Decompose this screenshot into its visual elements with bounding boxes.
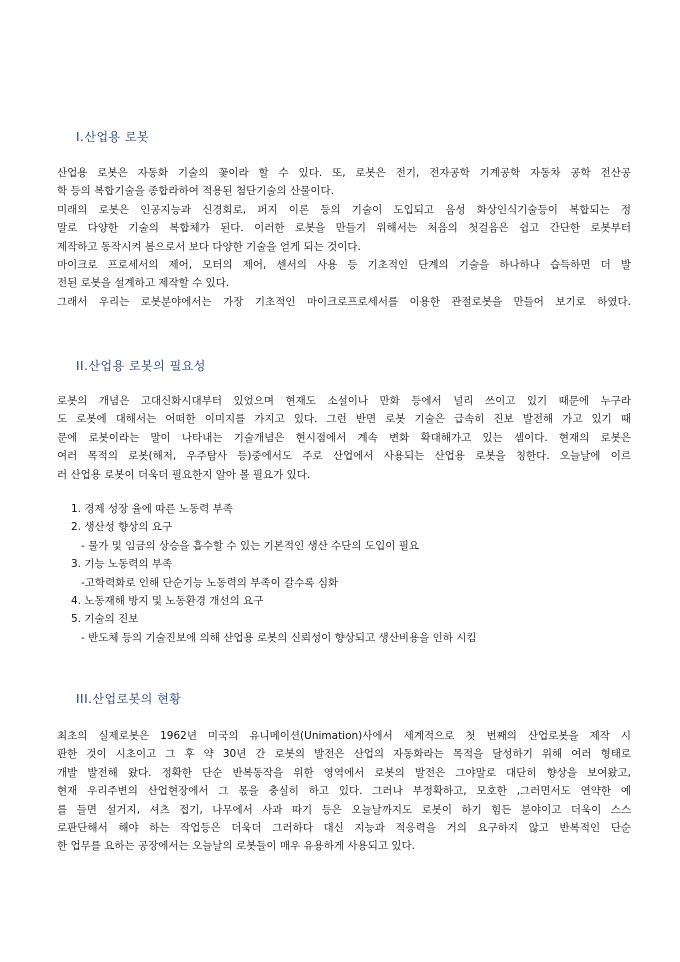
list-item: 2. 생산성 향상의 요구 <box>71 521 173 534</box>
text-line: 최초의 실제로봇은 1962년 미국의 유니메이션(Unimation)사에서 세계적으로 첫 번째의 산업로봇을 제작 시 <box>57 730 631 742</box>
list-subitem: - 반도체 등의 기술진보에 의해 산업용 로봇의 신뢰성이 향상되고 생산비용을 인하 시킴 <box>81 631 477 644</box>
section2-paragraph <box>57 392 631 484</box>
text-line: 현재 우리주변의 산업현장에서 그 몫을 충실히 하고 있다. 그러나 부정확하고, 모호한 ,그러면서도 연약한 예 <box>57 785 631 798</box>
section2-heading: II.산업용 로봇의 필요성 <box>76 359 206 373</box>
text-line: 그래서 우리는 로봇분야에서는 가장 기초적인 마이크로프로세서를 이용한 관절로봇을 만들어 보기로 하였다. <box>57 295 631 308</box>
text-line: 미래의 로봇은 인공지능과 신경회로, 퍼지 이론 등의 기술이 도입되고 음성 화상인식기술등이 복합되는 정 <box>57 203 631 216</box>
section3-heading: III.산업로봇의 현황 <box>76 692 182 706</box>
text-line: 를 들면 설거지, 셔츠 접기, 나무에서 사과 따기 등은 오늘날까지도 로봇이 하기 힘든 분야이고 더욱이 스스 <box>57 803 631 816</box>
section1-paragraph <box>57 164 631 311</box>
text-line: 도 로봇에 대해서는 어떠한 이미지를 가지고 있다. 그런 반면 로봇 기술은 급속히 진보 발전해 가고 있기 때 <box>57 413 631 426</box>
text-line: 제작하고 동작시켜 봄으로서 보다 다양한 기술을 얻게 되는 것이다. <box>57 240 361 253</box>
list-subitem: - 물가 및 임금의 상승을 흡수할 수 있는 기본적인 생산 수단의 도입이 필요 <box>81 539 419 552</box>
list-item: 1. 경제 성장 율에 따른 노동력 부족 <box>71 503 233 515</box>
text-line: 문에 로봇이라는 말이 나타내는 기술개념은 현시점에서 계속 변화 확대해가고 있는 셈이다. 현재의 로봇은 <box>57 431 631 444</box>
text-line: 학 등의 복합기술을 종합라하여 적용된 첨단기술의 산물이다. <box>57 185 334 198</box>
section1-heading: I.산업용 로봇 <box>76 130 150 144</box>
text-line: 로판단해서 해야 하는 작업등은 더욱더 그러하다 대신 지능과 적응력을 거의 요구하지 않고 반복적인 단순 <box>57 822 631 835</box>
list-item: 3. 기능 노동력의 부족 <box>71 558 173 571</box>
requirements-list <box>71 500 631 647</box>
text-line: 로봇의 개념은 고대신화시대부터 있었으며 현재도 소설이나 만화 등에서 널리 쓰이고 있기 때문에 누구라 <box>57 395 631 407</box>
list-item: 4. 노동재해 방지 및 노동환경 개선의 요구 <box>71 595 264 608</box>
text-line: 판한 것이 시초이고 그 후 약 30년 간 로봇의 발전은 산업의 자동화라는 목적을 달성하기 위해 여러 형태로 <box>57 748 631 761</box>
text-line: 말로 다양한 기술의 복합체가 된다. 이러한 로봇을 만들기 위해서는 처음의 첫걸음은 쉽고 간단한 로봇부터 <box>57 222 631 235</box>
text-line: 여러 목적의 로봇(해저, 우주탐사 등)중에서도 주로 산업에서 사용되는 산업용 로봇을 칭한다. 오늘날에 이르 <box>57 450 631 463</box>
text-line: 러 산업용 로봇이 더욱더 필요한지 알아 볼 필요가 있다. <box>57 468 311 481</box>
text-line: 개발 발전해 왔다. 정확한 단순 반복동작을 위한 영역에서 로봇의 발전은 그야말로 대단히 향상을 보여왔고, <box>57 766 631 779</box>
text-line: 전된 로봇을 설계하고 제작할 수 있다. <box>57 277 230 290</box>
text-line: 한 업무를 요하는 공장에서는 오늘날의 로봇들이 매우 유용하게 사용되고 있다. <box>57 840 415 853</box>
section3-paragraph <box>57 727 631 856</box>
list-item: 5. 기술의 진보 <box>71 613 139 626</box>
text-line: 마이크로 프로세서의 제어, 모터의 제어, 센서의 사용 등 기초적인 단계의 기술을 하나하나 습득하면 더 발 <box>57 259 631 272</box>
list-subitem: -고학력화로 인해 단순기능 노동력의 부족이 갈수록 심화 <box>81 576 339 589</box>
text-line: 산업용 로봇은 자동화 기술의 꽃이라 할 수 있다. 또, 로봇은 전기, 전자공학 기계공학 자동차 공학 전산공 <box>57 167 631 179</box>
